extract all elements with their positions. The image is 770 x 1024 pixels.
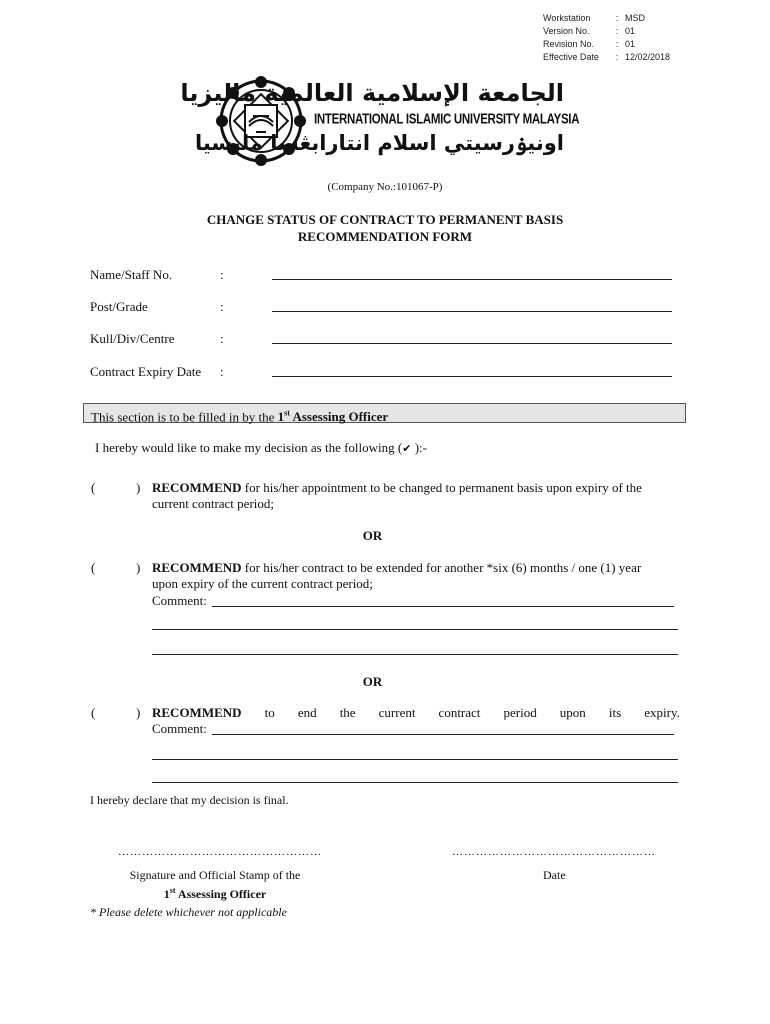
field-label: Post/Grade (90, 299, 148, 314)
or-divider-2: OR (362, 674, 383, 689)
meta-value: 01 (625, 39, 636, 49)
option3-text: RECOMMEND to end the current contract period upon its expiry. (152, 705, 680, 720)
field-label: Contract Expiry Date (90, 364, 202, 379)
meta-key: Version No. (543, 26, 590, 36)
option2-comment-line-2[interactable] (152, 629, 678, 630)
field-contract-expiry-date: Contract Expiry Date : (0, 364, 770, 382)
signature-role: 1st Assessing Officer (163, 886, 267, 901)
option3-checkbox-close[interactable]: ) (136, 705, 141, 720)
option1-checkbox-close[interactable]: ) (136, 480, 141, 495)
meta-key: Workstation (543, 13, 591, 23)
option3-checkbox-open[interactable]: ( (91, 705, 96, 720)
or-divider-1: OR (362, 528, 383, 543)
footnote: * Please delete whichever not applicable (90, 905, 287, 919)
form-title-line2: RECOMMENDATION FORM (297, 229, 473, 244)
field-name-staff-no: Name/Staff No. : (0, 267, 770, 285)
logo-english-name: INTERNATIONAL ISLAMIC UNIVERSITY MALAYSIA (314, 112, 580, 127)
signature-label: Signature and Official Stamp of the 1st Assessing Officer (95, 868, 335, 902)
meta-row-effective-date: Effective Date : 12/02/2018 (543, 52, 671, 62)
option2-text: RECOMMEND for his/her contract to be extended for another *six (6) months / one (1) year upon expiry of the current contract period; (152, 560, 642, 591)
option1-checkbox-open[interactable]: ( (91, 480, 96, 495)
option3-comment-label: Comment: (152, 721, 207, 736)
declaration-text: I hereby declare that my decision is final. (90, 793, 289, 807)
section-header-box (83, 403, 686, 423)
option2-comment-line-3[interactable] (152, 654, 678, 655)
date-line[interactable]: …………………………………………… (452, 846, 656, 858)
contract-expiry-date-input-line[interactable] (272, 364, 672, 377)
meta-row-workstation: Workstation : MSD (543, 13, 645, 23)
field-kull-div-centre: Kull/Div/Centre : (0, 331, 770, 349)
meta-row-revision: Revision No. : 01 (543, 39, 636, 49)
meta-value: 01 (625, 26, 636, 36)
checkmark-icon: ✔ (402, 443, 412, 455)
signature-line[interactable]: …………………………………………… (118, 846, 322, 858)
field-label: Kull/Div/Centre (90, 331, 175, 346)
meta-key: Effective Date (543, 52, 599, 62)
decision-intro: I hereby would like to make my decision as the following (✔ ):- (95, 440, 427, 455)
logo-arabic-name: الجامعة الإسلامية العالمية ماليزيا (180, 79, 564, 107)
meta-key: Revision No. (543, 39, 595, 49)
post-grade-input-line[interactable] (272, 299, 672, 312)
option1-text: RECOMMEND for his/her appointment to be changed to permanent basis upon expiry of the current contract period; (152, 480, 642, 511)
logo-jawi-name: اونيۏرسيتي اسلام انتارابڠسا مليسيا (194, 131, 564, 155)
document-control-block (543, 12, 670, 64)
option2-checkbox-close[interactable]: ) (136, 560, 141, 575)
option2-comment-line-1[interactable] (212, 606, 674, 607)
meta-value: MSD (625, 13, 645, 23)
name-staff-input-line[interactable] (272, 267, 672, 280)
date-label: Date (543, 868, 566, 882)
option2-checkbox-open[interactable]: ( (91, 560, 96, 575)
option3-comment-line-3[interactable] (152, 782, 678, 783)
option3-comment-line-2[interactable] (152, 759, 678, 760)
field-label: Name/Staff No. (90, 267, 173, 282)
university-logo (180, 76, 580, 166)
kull-div-centre-input-line[interactable] (272, 331, 672, 344)
field-post-grade: Post/Grade : (0, 299, 770, 317)
meta-row-version: Version No. : 01 (543, 26, 636, 36)
form-title-line1: CHANGE STATUS OF CONTRACT TO PERMANENT BASIS (206, 212, 564, 227)
company-number: (Company No.:101067-P) (327, 181, 443, 193)
form-title (0, 211, 770, 245)
section-prefix: This section is to be filled in by the (91, 409, 278, 425)
option3-comment-line-1[interactable] (212, 734, 674, 735)
option2-comment-label: Comment: (152, 593, 207, 608)
section-ordinal: 1st Assessing Officer (277, 409, 389, 425)
meta-value: 12/02/2018 (625, 52, 671, 62)
